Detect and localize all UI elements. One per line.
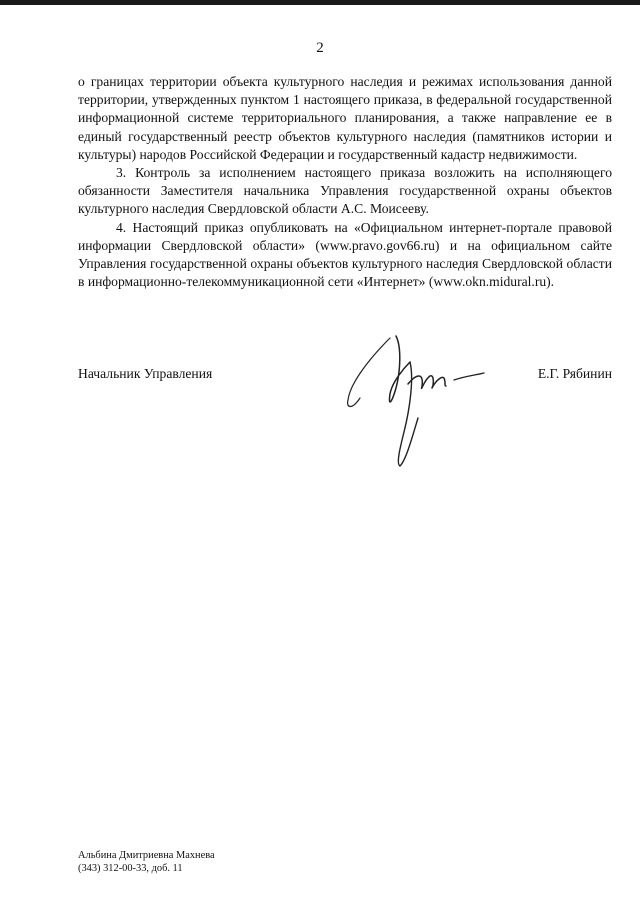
page-number: 2 — [316, 40, 324, 56]
paragraph-item-3: 3. Контроль за исполнением настоящего приказа возложить на исполняющего обязанности Заместителя начальника Управления государственной охраны объектов культурного наследия Свердловской области А.С. Моисееву. — [78, 165, 612, 217]
top-border — [0, 0, 640, 5]
executor-name: Альбина Дмитриевна Махнева — [78, 850, 215, 861]
handwritten-signature — [330, 328, 500, 473]
signatory-position: Начальник Управления — [78, 366, 213, 381]
paragraph-item-4: 4. Настоящий приказ опубликовать на «Официальном интернет-портале правовой информации Свердловской области» (www.pravo.gov66.ru) и на официальном сайте Управления государственной охраны объектов культурного наследия Свердловской области в информационно-телекоммуникационной сети «Интернет» (www.okn.midural.ru). — [78, 219, 612, 290]
document-body — [78, 73, 612, 291]
paragraph-continuation: о границах территории объекта культурного наследия и режимах использования данной территории, утвержденных пунктом 1 настоящего приказа, в федеральной государственной информационной системе территориального планирования, а также направление ее в единый государственный реестр объектов культурного наследия (памятников истории и культуры) народов Российской Федерации и государственный кадастр недвижимости. — [78, 74, 612, 162]
signatory-name: Е.Г. Рябинин — [537, 366, 612, 381]
executor-footer — [78, 849, 215, 875]
executor-phone: (343) 312-00-33, доб. 11 — [78, 863, 183, 874]
